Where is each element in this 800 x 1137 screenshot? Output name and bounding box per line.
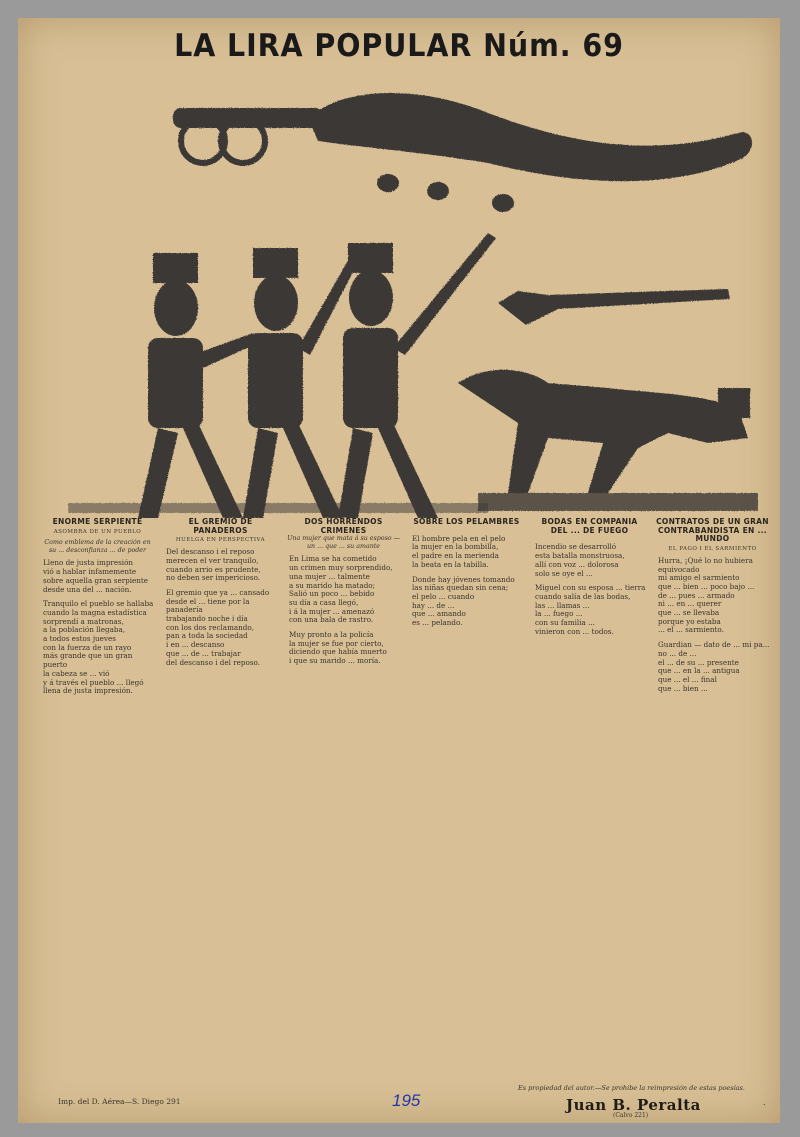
- stanza: Miguel con su esposa ... tierra cuando salía de las bodas, las ... llamas ... la ... fuego ... con su familia ... vinieron con ... todos.: [535, 583, 646, 636]
- stanza: Incendio se desarrolló esta batalla monstruosa, allí con voz ... dolorosa solo se oye el ...: [535, 542, 625, 578]
- column-heading: ENORME SERPIENTE: [52, 518, 143, 526]
- author-name: Juan B. Peralta: [566, 1096, 701, 1114]
- corner-mark: .: [763, 1098, 766, 1107]
- stanza: El hombre pela en el pelo la mujer en la bombilla, el padre en la merienda la beata en la tabilla.: [412, 533, 506, 569]
- column-enorme-serpiente: [40, 518, 155, 1083]
- cannonball-icon: [492, 194, 514, 212]
- column-dos-crimenes: [286, 518, 401, 1083]
- column-heading: SOBRE LOS PELAMBRES: [413, 518, 520, 526]
- column-heading: DOS HORRENDOS CRIMENES: [304, 518, 383, 535]
- soldier-figure-icon: [138, 253, 258, 518]
- column-heading: CONTRATOS DE UN GRAN CONTRABANDISTA EN ... MUNDO: [656, 518, 769, 544]
- column-subheading: ASOMBRA DE UN PUEBLO: [53, 528, 142, 535]
- kepi-icon: [718, 388, 750, 418]
- stanza: En Lima se ha cometido un crimen muy sorprendido, una mujer ... talmente a su marido ha matado; Salió un poco ... bebido su día a casa llegó, i á la mujer ... amenazó con una bala de rastro.: [289, 554, 393, 625]
- column-intro: Como emblema de la creación en su ... desconfianza ... de poder: [44, 539, 151, 554]
- serpent-icon: [308, 93, 752, 181]
- column-pelambres: [409, 518, 524, 1083]
- column-intro: Una mujer que mata á su esposo — un ... que ... su amante: [287, 535, 400, 550]
- column-contrabandista: [655, 518, 770, 1083]
- fallen-man-icon: [458, 370, 748, 493]
- stanza: El gremio que ya ... cansado desde el ... tiene por la panadería trabajando noche i día con los dos reclamando, pan a toda la sociedad i en ... descanso que ... de ... trabajar del descanso i del reposo.: [166, 587, 270, 667]
- stanza: Lleno de justa impresión vió a hablar infamemente sobre aquella gran serpiente desde una del ... nación.: [43, 558, 149, 594]
- page-title: LA LIRA POPULAR Núm. 69: [174, 28, 624, 64]
- column-bodas: [532, 518, 647, 1083]
- column-heading: BODAS EN COMPAÑÍA DEL ... DE FUEGO: [541, 518, 638, 535]
- cannonball-icon: [377, 174, 399, 192]
- woodcut-illustration: [48, 63, 758, 518]
- stanza: Hurra, ¡Qué lo no hubiera equivocado mi amigo el sarmiento que ... bien ... poco bajo ... de ... pues ... armado ni ... en ... querer que ... se llevaba porque yo estaba ... el ... sarmiento.: [658, 555, 755, 635]
- stanza: Tranquilo el pueblo se hallaba cuando la magna estadística sorprendí a matronas, a la población llegaba, a todos estos jueves con la fuerza de un rayo más grande que un gran puerto la cabeza se ... vió y á través el pueblo ... llegó llena de justa impresión.: [43, 599, 154, 696]
- stanza: Donde hay jóvenes tomando las niñas quedan sin cena; el pelo ... cuando hay ... de ... que ... amando es ... pelando.: [412, 574, 515, 628]
- cannon-icon: [173, 108, 323, 163]
- rifle-icon: [498, 289, 730, 325]
- stanza: Del descanso i el reposo merecen el ver tranquilo, cuando arrio es prudente, no deben ser impericioso.: [166, 547, 261, 583]
- column-subheading: HUELGA EN PERSPECTIVA: [175, 537, 266, 544]
- broadsheet-page: [18, 18, 780, 1123]
- copyright-notice: Es propiedad del autor.—Se prohibe la reimpresión de estas poesías.: [518, 1084, 745, 1092]
- column-heading: EL GREMIO DE PANADEROS: [188, 518, 253, 535]
- stanza: Muy pronto a la policía la mujer se fue por cierto, diciendo que había muerto i que su marido ... moría.: [289, 630, 387, 666]
- cannonball-icon: [427, 182, 449, 200]
- handwritten-page-number: 195: [392, 1091, 421, 1110]
- column-gremio-panaderos: [163, 518, 278, 1083]
- text-columns: [40, 518, 770, 1083]
- stanza: Guardian — dato de ... mi pa... no ... de ... el ... de su ... presente que ... en la ... antigua que ... el ... final que ... bien ...: [658, 640, 770, 693]
- soldier-figure-icon: [338, 233, 496, 518]
- author-address: (Calvo 221): [613, 1112, 649, 1119]
- column-subheading: EL PAGO I EL SARMIENTO: [668, 546, 757, 553]
- printer-imprint: Imp. del D. Aérea—S. Diego 291: [58, 1097, 181, 1106]
